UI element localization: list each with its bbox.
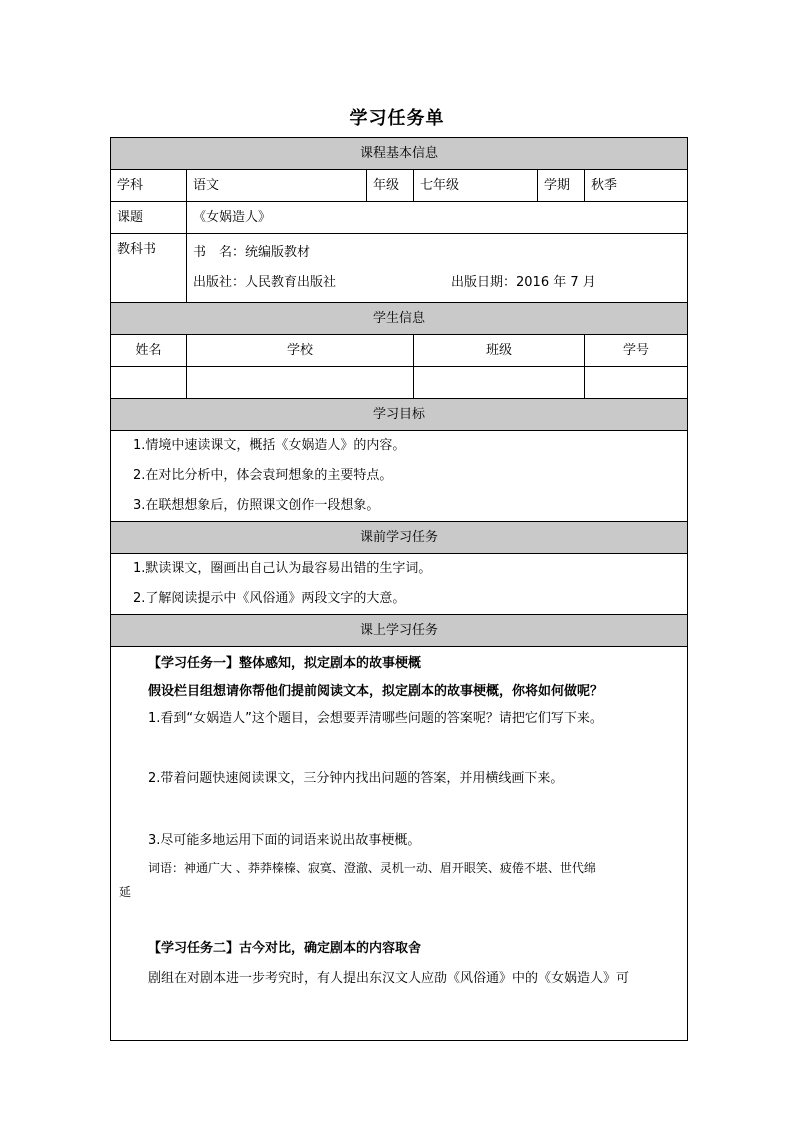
- class-cell[interactable]: [414, 367, 585, 399]
- goals-header: 学习目标: [111, 399, 688, 431]
- name-cell[interactable]: [111, 367, 187, 399]
- subject-value: 语文: [187, 170, 367, 202]
- course-info-header: 课程基本信息: [111, 138, 688, 170]
- question-3: 3.尽可能多地运用下面的词语来说出故事梗概。: [148, 833, 421, 848]
- class-tasks-header: 课上学习任务: [111, 615, 688, 647]
- student-id-cell[interactable]: [585, 367, 688, 399]
- publisher: 出版社：人民教育出版社: [193, 275, 337, 291]
- book-name: 书 名：统编版教材: [193, 245, 311, 261]
- term-label: 学期: [538, 170, 585, 202]
- textbook-label: 教科书: [111, 234, 187, 303]
- word-list: 词语：神通广大 、莽莽榛榛、寂寞、澄澈、灵机一动、眉开眼笑、疲倦不堪、世代绵: [148, 861, 596, 875]
- task1-title: 【学习任务一】整体感知，拟定剧本的故事梗概: [148, 656, 422, 671]
- task2-intro: 剧组在对剧本进一步考究时，有人提出东汉文人应劭《风俗通》中的《女娲造人》可: [148, 971, 630, 986]
- col-student-id: 学号: [585, 335, 688, 367]
- task-sheet-table: [110, 137, 688, 1041]
- grade-label: 年级: [367, 170, 414, 202]
- student-info-header: 学生信息: [111, 303, 688, 335]
- col-name: 姓名: [111, 335, 187, 367]
- col-class: 班级: [414, 335, 585, 367]
- topic-label: 课题: [111, 202, 187, 234]
- pre-task-item: 1.默读课文，圈画出自己认为最容易出错的生字词。: [133, 561, 432, 577]
- goal-item: 2.在对比分析中，体会袁珂想象的主要特点。: [133, 468, 393, 484]
- grade-value: 七年级: [414, 170, 538, 202]
- question-1: 1.看到“女娲造人”这个题目，会想要弄清哪些问题的答案呢？请把它们写下来。: [148, 711, 603, 726]
- task1-intro: 假设栏目组想请你帮他们提前阅读文本，拟定剧本的故事梗概，你将如何做呢？: [148, 684, 604, 699]
- publish-date: 出版日期：2016 年 7 月: [451, 275, 596, 291]
- task2-title: 【学习任务二】古今对比，确定剧本的内容取舍: [148, 941, 422, 956]
- page-title: 学习任务单: [349, 108, 445, 129]
- question-2: 2.带着问题快速阅读课文，三分钟内找出问题的答案，并用横线画下来。: [148, 771, 564, 786]
- topic-value: 《女娲造人》: [187, 202, 688, 234]
- school-cell[interactable]: [187, 367, 414, 399]
- goal-item: 1.情境中速读课文，概括《女娲造人》的内容。: [133, 438, 406, 454]
- pre-tasks-header: 课前学习任务: [111, 522, 688, 554]
- col-school: 学校: [187, 335, 414, 367]
- goal-item: 3.在联想想象后，仿照课文创作一段想象。: [133, 498, 380, 514]
- term-value: 秋季: [585, 170, 688, 202]
- word-list-cont: 延: [119, 885, 132, 899]
- pre-task-item: 2.了解阅读提示中《风俗通》两段文字的大意。: [133, 591, 406, 607]
- subject-label: 学科: [111, 170, 187, 202]
